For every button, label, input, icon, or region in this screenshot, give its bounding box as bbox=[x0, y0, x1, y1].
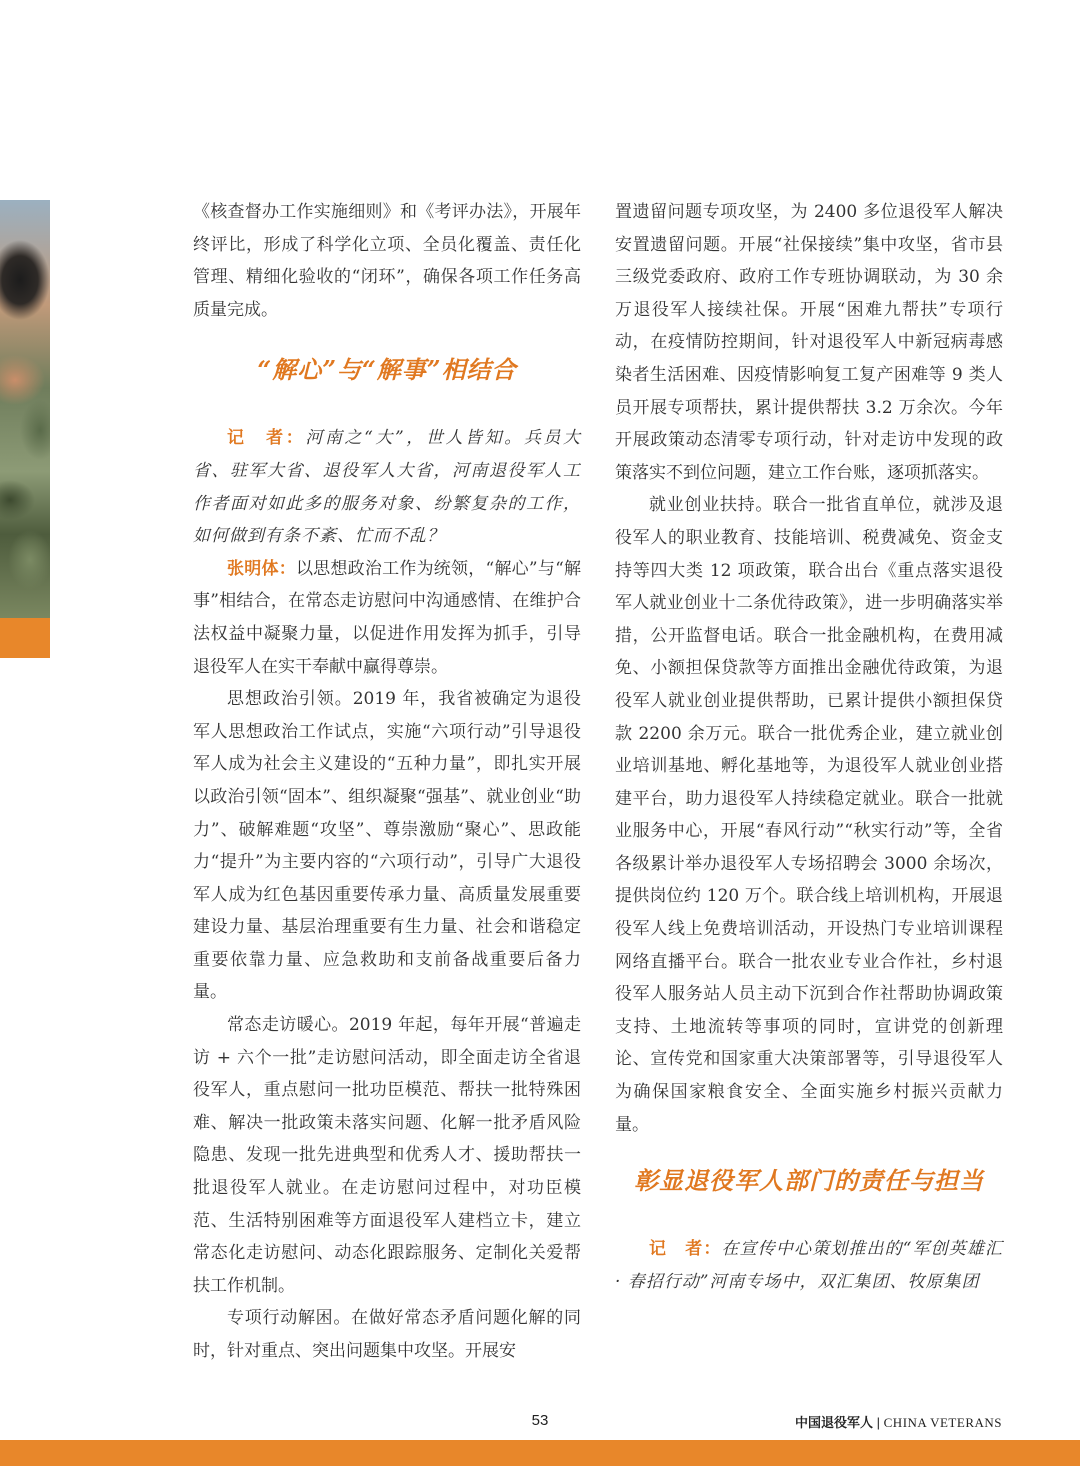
page-number: 53 bbox=[531, 1412, 549, 1429]
right-column bbox=[615, 196, 1003, 1298]
interviewee-label: 张明体： bbox=[227, 558, 296, 579]
paragraph: 就业创业扶持。联合一批省直单位，就涉及退役军人的职业教育、技能培训、税费减免、资金支持等四大类 12 项政策，联合出台《重点落实退役军人就业创业十二条优待政策》，进一步明确落实举措，公开监督电话。联合一批金融机构，在费用减免、小额担保贷款等方面推出金融优待政策，为退役军人就业创业提供帮助，已累计提供小额担保贷款 2200 余万元。联合一批优秀企业，建立就业创业培训基地、孵化基地等，为退役军人就业创业搭建平台，助力退役军人持续稳定就业。联合一批就业服务中心，开展“春风行动”“秋实行动”等，全省各级累计举办退役军人专场招聘会 3000 余场次，提供岗位约 120 万个。联合线上培训机构，开展退役军人线上免费培训活动，开设热门专业培训课程网络直播平台。联合一批农业专业合作社，乡村退役军人服务站人员主动下沉到合作社帮助协调政策支持、土地流转等事项的同时，宣讲党的创新理论、宣传党和国家重大决策部署等，引导退役军人为确保国家粮食安全、全面实施乡村振兴贡献力量。 bbox=[615, 495, 1003, 1135]
answer-paragraph bbox=[193, 553, 581, 683]
brand-english: CHINA VETERANS bbox=[883, 1415, 1002, 1430]
section-heading-1: “解心”与“解事”相结合 bbox=[257, 355, 517, 385]
photo-accent-band bbox=[0, 618, 50, 658]
left-column bbox=[193, 196, 581, 1368]
section-heading-2: 彰显退役军人部门的责任与担当 bbox=[634, 1166, 984, 1196]
paragraph: 置遗留问题专项攻坚，为 2400 多位退役军人解决安置遗留问题。开展“社保接续”集中攻坚，省市县三级党委政府、政府工作专班协调联动，为 30 余万退役军人接续社保。开展“困难九帮扶”专项行动，在疫情防控期间，针对退役军人中新冠病毒感染者生活困难、因疫情影响复工复产困难等 9 类人员开展专项帮扶，累计提供帮扶 3.2 万余次。今年开展政策动态清零专项行动，针对走访中发现的政策落实不到位问题，建立工作台账，逐项抓落实。 bbox=[615, 202, 1003, 483]
reporter-question bbox=[193, 422, 581, 552]
question-text: 在宣传中心策划推出的“军创英雄汇 · 春招行动”河南专场中，双汇集团、牧原集团 bbox=[615, 1239, 1003, 1292]
paragraph: 思想政治引领。2019 年，我省被确定为退役军人思想政治工作试点，实施“六项行动”引导退役军人成为社会主义建设的“五种力量”，即扎实开展以政治引领“固本”、组织凝聚“强基”、就业创业“助力”、破解难题“攻坚”、尊崇激励“聚心”、思政能力“提升”为主要内容的“六项行动”，引导广大退役军人成为红色基因重要传承力量、高质量发展重要建设力量、基层治理重要有生力量、社会和谐稳定重要依靠力量、应急救助和支前备战重要后备力量。 bbox=[193, 689, 581, 1003]
question-text: 河南之“大”，世人皆知。兵员大省、驻军大省、退役军人大省，河南退役军人工作者面对如此多的服务对象、纷繁复杂的工作，如何做到有条不紊、忙而不乱？ bbox=[193, 428, 581, 547]
reporter-question bbox=[615, 1233, 1003, 1298]
answer-text: 以思想政治工作为统领，“解心”与“解事”相结合，在常态走访慰问中沟通感情、在维护合法权益中凝聚力量，以促进作用发挥为抓手，引导退役军人在实干奉献中赢得尊崇。 bbox=[193, 558, 581, 677]
reporter-label: 记 者： bbox=[649, 1239, 722, 1260]
intro-paragraph: 《核查督办工作实施细则》和《考评办法》，开展年终评比，形成了科学化立项、全员化覆盖、责任化管理、精细化验收的“闭环”，确保各项工作任务高质量完成。 bbox=[193, 202, 581, 320]
brand-chinese: 中国退役军人 bbox=[794, 1415, 873, 1430]
bottom-accent-bar bbox=[0, 1440, 1080, 1466]
magazine-brand bbox=[795, 1412, 1002, 1431]
brand-separator: | bbox=[876, 1415, 881, 1430]
paragraph: 专项行动解困。在做好常态矛盾问题化解的同时，针对重点、突出问题集中攻坚。开展安 bbox=[193, 1308, 581, 1361]
reporter-label: 记 者： bbox=[227, 428, 306, 449]
paragraph: 常态走访暖心。2019 年起，每年开展“普遍走访 + 六个一批”走访慰问活动，即全面走访全省退役军人，重点慰问一批功臣模范、帮扶一批特殊困难、解决一批政策未落实问题、化解一批矛盾风险隐患、发现一批先进典型和优秀人才、援助帮扶一批退役军人就业。在走访慰问过程中，对功臣模范、生活特别困难等方面退役军人建档立卡，建立常态化走访慰问、动态化跟踪服务、定制化关爱帮扶工作机制。 bbox=[193, 1015, 581, 1296]
soldier-photo bbox=[0, 200, 50, 618]
